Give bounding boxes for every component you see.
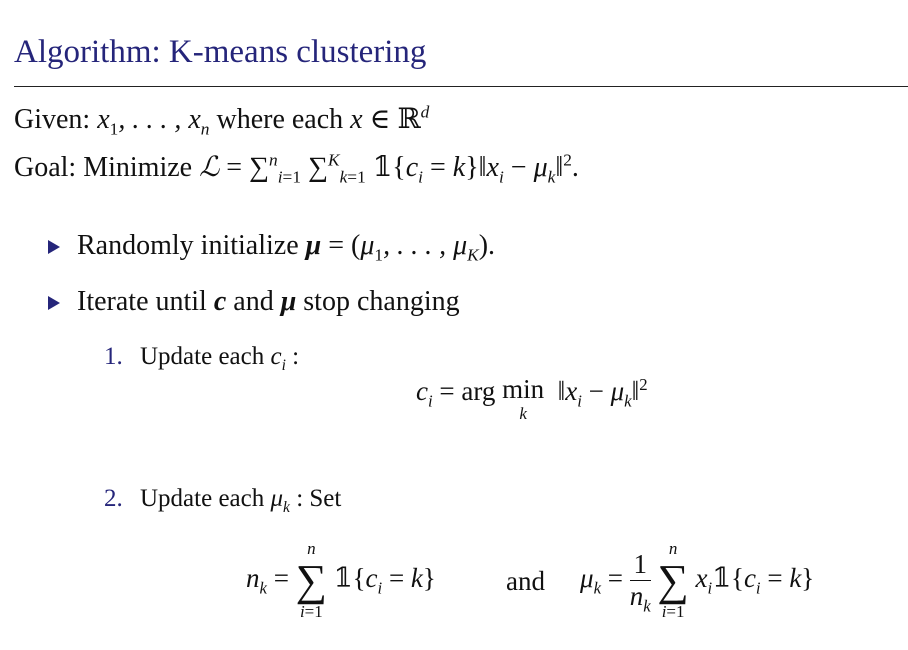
- bullet-2-rest: stop changing: [303, 286, 460, 317]
- bullet-marker: [48, 296, 60, 310]
- bullet-2-text: Iterate until: [77, 286, 207, 317]
- bullet-1-math: $\mu = (\mu_1$, . . . , $\mu_K$).: [305, 230, 496, 265]
- step-2-equation-left: $n_k$ = n ∑ i=1 $𝟙\{c_i = k\}$: [246, 539, 436, 621]
- step-1-text: Update each $c_i$ :: [140, 343, 300, 374]
- bullet-1: [77, 230, 496, 265]
- step-2-suffix: : Set: [296, 485, 342, 512]
- bullet-2-mu: μ: [280, 286, 297, 317]
- step-2-label: Update each: [140, 485, 265, 512]
- step-1-suffix: :: [292, 343, 300, 370]
- step-1-label: Update each: [140, 343, 265, 370]
- step-2-equation-right: $\mu_k$ = $\frac{1}{n_k}$ n ∑ i=1 $x_i𝟙\{c_i = k\}$: [580, 539, 815, 621]
- goal-label: Goal: Minimize: [14, 152, 193, 183]
- step-1-equation: $c_i$ = arg min k $‖x_i$ − $\mu_k‖^2$: [416, 374, 648, 423]
- title-divider: [14, 86, 908, 87]
- slide-title: Algorithm: K-means clustering: [14, 34, 427, 70]
- given-math: $x_1$, . . . , $x_n$ where each x ∈ ℝ$^d$: [97, 102, 430, 139]
- goal-math: ℒ = ∑$^n_{i=1}$ ∑$^K_{k=1}$ $𝟙\{c_i$ = $k\}‖x_i$ − $\mu_k‖^2$.: [199, 150, 579, 187]
- step-2-connector: and: [506, 566, 545, 596]
- step-1-number: 1.: [104, 343, 123, 370]
- bullet-2-and: and: [233, 286, 274, 317]
- given-label: Given:: [14, 104, 91, 135]
- bullet-2: [77, 286, 460, 318]
- goal-line: [14, 150, 579, 187]
- given-line: [14, 102, 430, 139]
- step-2-text: Update each $\mu_k$ : Set: [140, 485, 342, 516]
- step-2-number: 2.: [104, 485, 123, 512]
- bullet-2-c: c: [213, 286, 227, 317]
- bullet-marker: [48, 240, 60, 254]
- bullet-1-text: Randomly initialize: [77, 230, 299, 261]
